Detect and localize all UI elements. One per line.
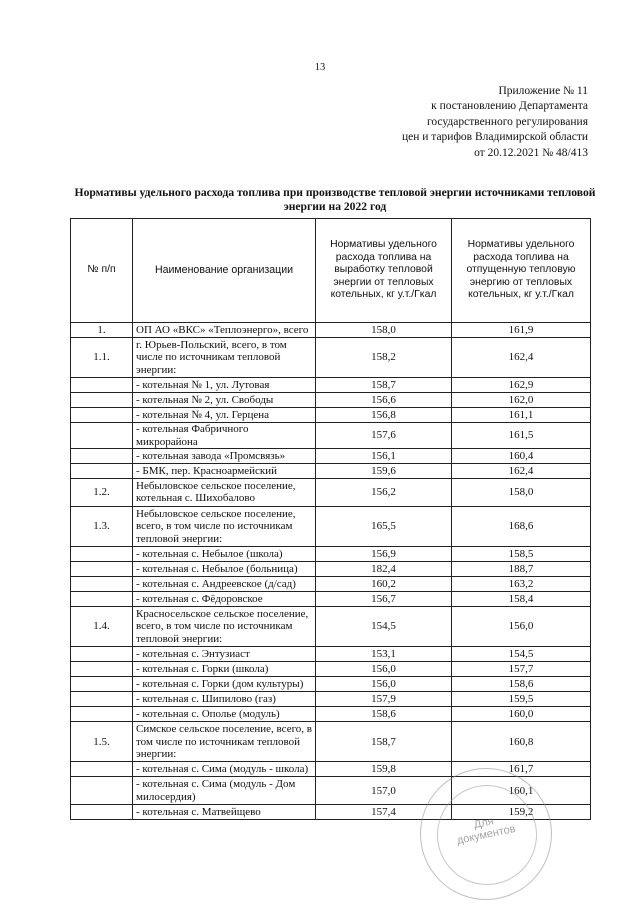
organization-name: Симское сельское поселение, всего, в том числе по источникам тепловой энергии: (133, 722, 316, 762)
row-number (71, 576, 133, 591)
row-number: 1.1. (71, 338, 133, 378)
organization-name: - котельная с. Сима (модуль - школа) (133, 762, 316, 777)
norm-supplied: 160,1 (452, 777, 591, 805)
row-number (71, 546, 133, 561)
norm-supplied: 161,7 (452, 762, 591, 777)
norm-supplied: 160,0 (452, 707, 591, 722)
norm-supplied: 156,0 (452, 606, 591, 646)
norm-supplied: 162,0 (452, 393, 591, 408)
norm-supplied: 188,7 (452, 561, 591, 576)
norm-production: 154,5 (316, 606, 452, 646)
row-number (71, 423, 133, 449)
table-row (71, 662, 591, 677)
table-row (71, 692, 591, 707)
organization-name: - котельная с. Горки (школа) (133, 662, 316, 677)
norm-production: 157,0 (316, 777, 452, 805)
row-number (71, 777, 133, 805)
organization-name: - котельная с. Шипилово (газ) (133, 692, 316, 707)
row-number (71, 561, 133, 576)
organization-name: ОП АО «ВКС» «Теплоэнерго», всего (133, 323, 316, 338)
department-stamp (420, 768, 552, 900)
organization-name: - котельная № 1, ул. Лутовая (133, 378, 316, 393)
table-row (71, 393, 591, 408)
organization-name: Небыловское сельское поселение, всего, в том числе по источникам тепловой энергии: (133, 506, 316, 546)
row-number (71, 662, 133, 677)
row-number: 1.2. (71, 479, 133, 507)
table-row (71, 647, 591, 662)
norm-supplied: 161,5 (452, 423, 591, 449)
appendix-line: цен и тарифов Владимирской области (401, 131, 588, 144)
norm-supplied: 158,4 (452, 591, 591, 606)
norm-supplied: 162,4 (452, 464, 591, 479)
table-row (71, 677, 591, 692)
appendix-line: к постановлению Департамента (431, 100, 588, 113)
row-number (71, 464, 133, 479)
norm-production: 156,2 (316, 479, 452, 507)
norm-supplied: 161,1 (452, 408, 591, 423)
organization-name: Небыловское сельское поселение, котельная с. Шихобалово (133, 479, 316, 507)
organization-name: - котельная с. Андреевское (д/сад) (133, 576, 316, 591)
organization-name: - котельная Фабричного микрорайона (133, 423, 316, 449)
table-row (71, 546, 591, 561)
organization-name: г. Юрьев-Польский, всего, в том числе по источникам тепловой энергии: (133, 338, 316, 378)
norm-supplied: 162,9 (452, 378, 591, 393)
norm-production: 158,7 (316, 722, 452, 762)
organization-name: - котельная с. Небылое (больница) (133, 561, 316, 576)
norm-production: 157,4 (316, 805, 452, 820)
header-name: Наименование организации (133, 219, 316, 323)
header-col1: Нормативы удельного расхода топлива на выработку тепловой энергии от тепловых котельных, кг у.т./Гкал (316, 219, 452, 323)
norm-supplied: 159,5 (452, 692, 591, 707)
norm-supplied: 158,6 (452, 677, 591, 692)
row-number: 1.3. (71, 506, 133, 546)
table-row (71, 449, 591, 464)
appendix-line: от 20.12.2021 № 48/413 (474, 146, 588, 159)
organization-name: - котельная № 2, ул. Свободы (133, 393, 316, 408)
norm-production: 156,8 (316, 408, 452, 423)
norm-supplied: 157,7 (452, 662, 591, 677)
norm-production: 160,2 (316, 576, 452, 591)
header-col2: Нормативы удельного расхода топлива на отпущенную тепловую энергию от тепловых котельных, кг у.т./Гкал (452, 219, 591, 323)
organization-name: - котельная завода «Промсвязь» (133, 449, 316, 464)
appendix-block (348, 84, 588, 161)
norm-production: 156,6 (316, 393, 452, 408)
norm-production: 158,0 (316, 323, 452, 338)
row-number (71, 762, 133, 777)
organization-name: - котельная № 4, ул. Герцена (133, 408, 316, 423)
norms-table (70, 218, 591, 820)
norm-supplied: 168,6 (452, 506, 591, 546)
norm-supplied: 161,9 (452, 323, 591, 338)
table-header-row (71, 219, 591, 323)
document-title: Нормативы удельного расхода топлива при производстве тепловой энергии источниками тепловой энергии на 2022 год (74, 186, 596, 213)
appendix-line: Приложение № 11 (498, 85, 588, 97)
norm-production: 158,2 (316, 338, 452, 378)
row-number: 1. (71, 323, 133, 338)
norm-production: 165,5 (316, 506, 452, 546)
row-number: 1.4. (71, 606, 133, 646)
organization-name: - котельная с. Энтузиаст (133, 647, 316, 662)
norm-supplied: 158,5 (452, 546, 591, 561)
table-row (71, 423, 591, 449)
norm-supplied: 154,5 (452, 647, 591, 662)
organization-name: - котельная с. Фёдоровское (133, 591, 316, 606)
organization-name: - котельная с. Небылое (школа) (133, 546, 316, 561)
norm-production: 159,8 (316, 762, 452, 777)
table-row (71, 338, 591, 378)
table-row (71, 591, 591, 606)
norm-production: 158,6 (316, 707, 452, 722)
norm-supplied: 163,2 (452, 576, 591, 591)
table-row (71, 323, 591, 338)
row-number (71, 408, 133, 423)
norm-production: 156,0 (316, 677, 452, 692)
table-row (71, 561, 591, 576)
row-number (71, 647, 133, 662)
table-row (71, 378, 591, 393)
norm-supplied: 162,4 (452, 338, 591, 378)
table-row (71, 479, 591, 507)
norm-production: 156,9 (316, 546, 452, 561)
row-number (71, 677, 133, 692)
norm-production: 157,6 (316, 423, 452, 449)
organization-name: Красносельское сельское поселение, всего, в том числе по источникам тепловой энергии: (133, 606, 316, 646)
norm-supplied: 159,2 (452, 805, 591, 820)
table-row (71, 606, 591, 646)
organization-name: - котельная с. Матвейщево (133, 805, 316, 820)
table-body (71, 323, 591, 820)
row-number (71, 805, 133, 820)
norm-production: 156,0 (316, 662, 452, 677)
organization-name: - котельная с. Ополье (модуль) (133, 707, 316, 722)
organization-name: - котельная с. Горки (дом культуры) (133, 677, 316, 692)
row-number (71, 692, 133, 707)
row-number (71, 393, 133, 408)
table-row (71, 408, 591, 423)
page-number: 13 (314, 62, 326, 73)
norm-production: 159,6 (316, 464, 452, 479)
table-row (71, 722, 591, 762)
appendix-line: государственного регулирования (426, 115, 588, 128)
stamp-text: Для документов (455, 815, 517, 847)
norm-supplied: 160,4 (452, 449, 591, 464)
organization-name: - котельная с. Сима (модуль - Дом милосердия) (133, 777, 316, 805)
norm-production: 158,7 (316, 378, 452, 393)
row-number (71, 378, 133, 393)
row-number (71, 591, 133, 606)
table-row (71, 506, 591, 546)
norm-production: 156,1 (316, 449, 452, 464)
norm-production: 156,7 (316, 591, 452, 606)
table-row (71, 464, 591, 479)
organization-name: - БМК, пер. Красноармейский (133, 464, 316, 479)
norm-production: 153,1 (316, 647, 452, 662)
row-number: 1.5. (71, 722, 133, 762)
norm-production: 157,9 (316, 692, 452, 707)
row-number (71, 707, 133, 722)
header-num: № п/п (71, 219, 133, 323)
row-number (71, 449, 133, 464)
norm-supplied: 158,0 (452, 479, 591, 507)
norm-production: 182,4 (316, 561, 452, 576)
table-row (71, 576, 591, 591)
table-row (71, 707, 591, 722)
norm-supplied: 160,8 (452, 722, 591, 762)
